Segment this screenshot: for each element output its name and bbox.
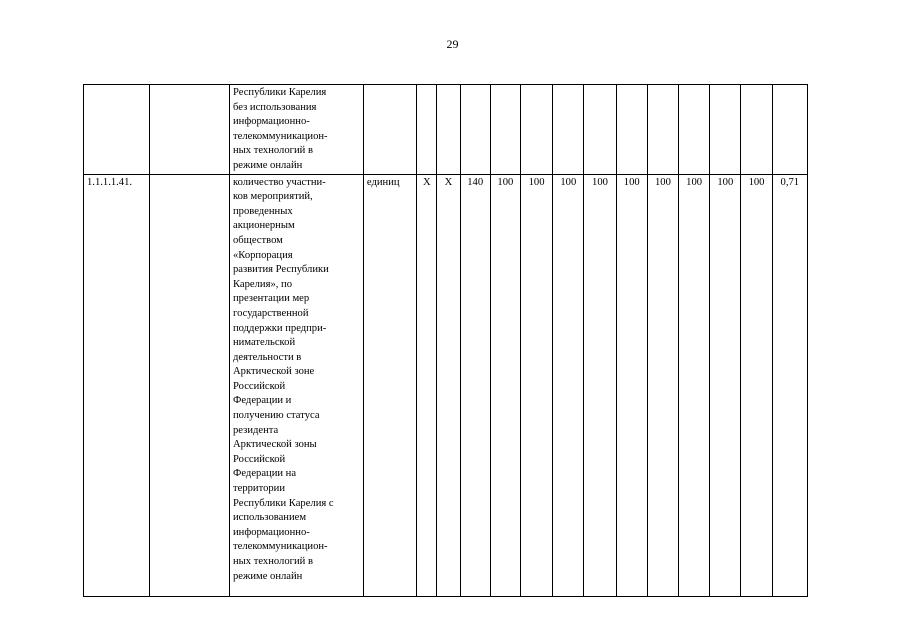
- value-cell: 100: [710, 174, 741, 596]
- value-cell: [437, 85, 460, 175]
- unit-cell: единиц: [363, 174, 416, 596]
- value-cell: 100: [741, 174, 772, 596]
- value-cell: 140: [460, 174, 490, 596]
- value-cell: 100: [520, 174, 552, 596]
- table-row: [84, 174, 808, 596]
- value-cell: [553, 85, 584, 175]
- value-cell: [460, 85, 490, 175]
- value-cell: 100: [647, 174, 678, 596]
- value-cell: [741, 85, 772, 175]
- value-cell: 100: [679, 174, 710, 596]
- value-cell: [520, 85, 552, 175]
- value-cell: [490, 85, 520, 175]
- indicator-name: Республики Карелия без использования информационно- телекоммуникацион- ных технологий в режиме онлайн: [230, 85, 364, 175]
- row-code: [84, 85, 150, 175]
- value-cell: X: [437, 174, 460, 596]
- page-number: 29: [446, 37, 459, 51]
- value-cell: [417, 85, 437, 175]
- value-cell: [584, 85, 616, 175]
- value-cell: [679, 85, 710, 175]
- indicator-name: количество участни- ков мероприятий, проведенных акционерным обществом «Корпорация развития Республики Карелия», по презентации мер государственной поддержки предпри- нимательской деятельности в Арктической зоне Российской Федерации и получению статуса резидента Арктической зоны Российской Федерации на территории Республики Карелия с использованием информационно- телекоммуникацион- ных технологий в режиме онлайн: [230, 174, 364, 596]
- value-cell: 100: [553, 174, 584, 596]
- value-cell: 100: [616, 174, 647, 596]
- row-col2: [150, 174, 230, 596]
- value-cell: [647, 85, 678, 175]
- value-cell: [616, 85, 647, 175]
- unit-cell: [363, 85, 416, 175]
- row-code: 1.1.1.1.41.: [84, 174, 150, 596]
- value-cell: 0,71: [772, 174, 807, 596]
- value-cell: [772, 85, 807, 175]
- indicator-table: [83, 84, 808, 597]
- table-row: [84, 85, 808, 175]
- row-col2: [150, 85, 230, 175]
- value-cell: 100: [584, 174, 616, 596]
- value-cell: 100: [490, 174, 520, 596]
- value-cell: X: [417, 174, 437, 596]
- value-cell: [710, 85, 741, 175]
